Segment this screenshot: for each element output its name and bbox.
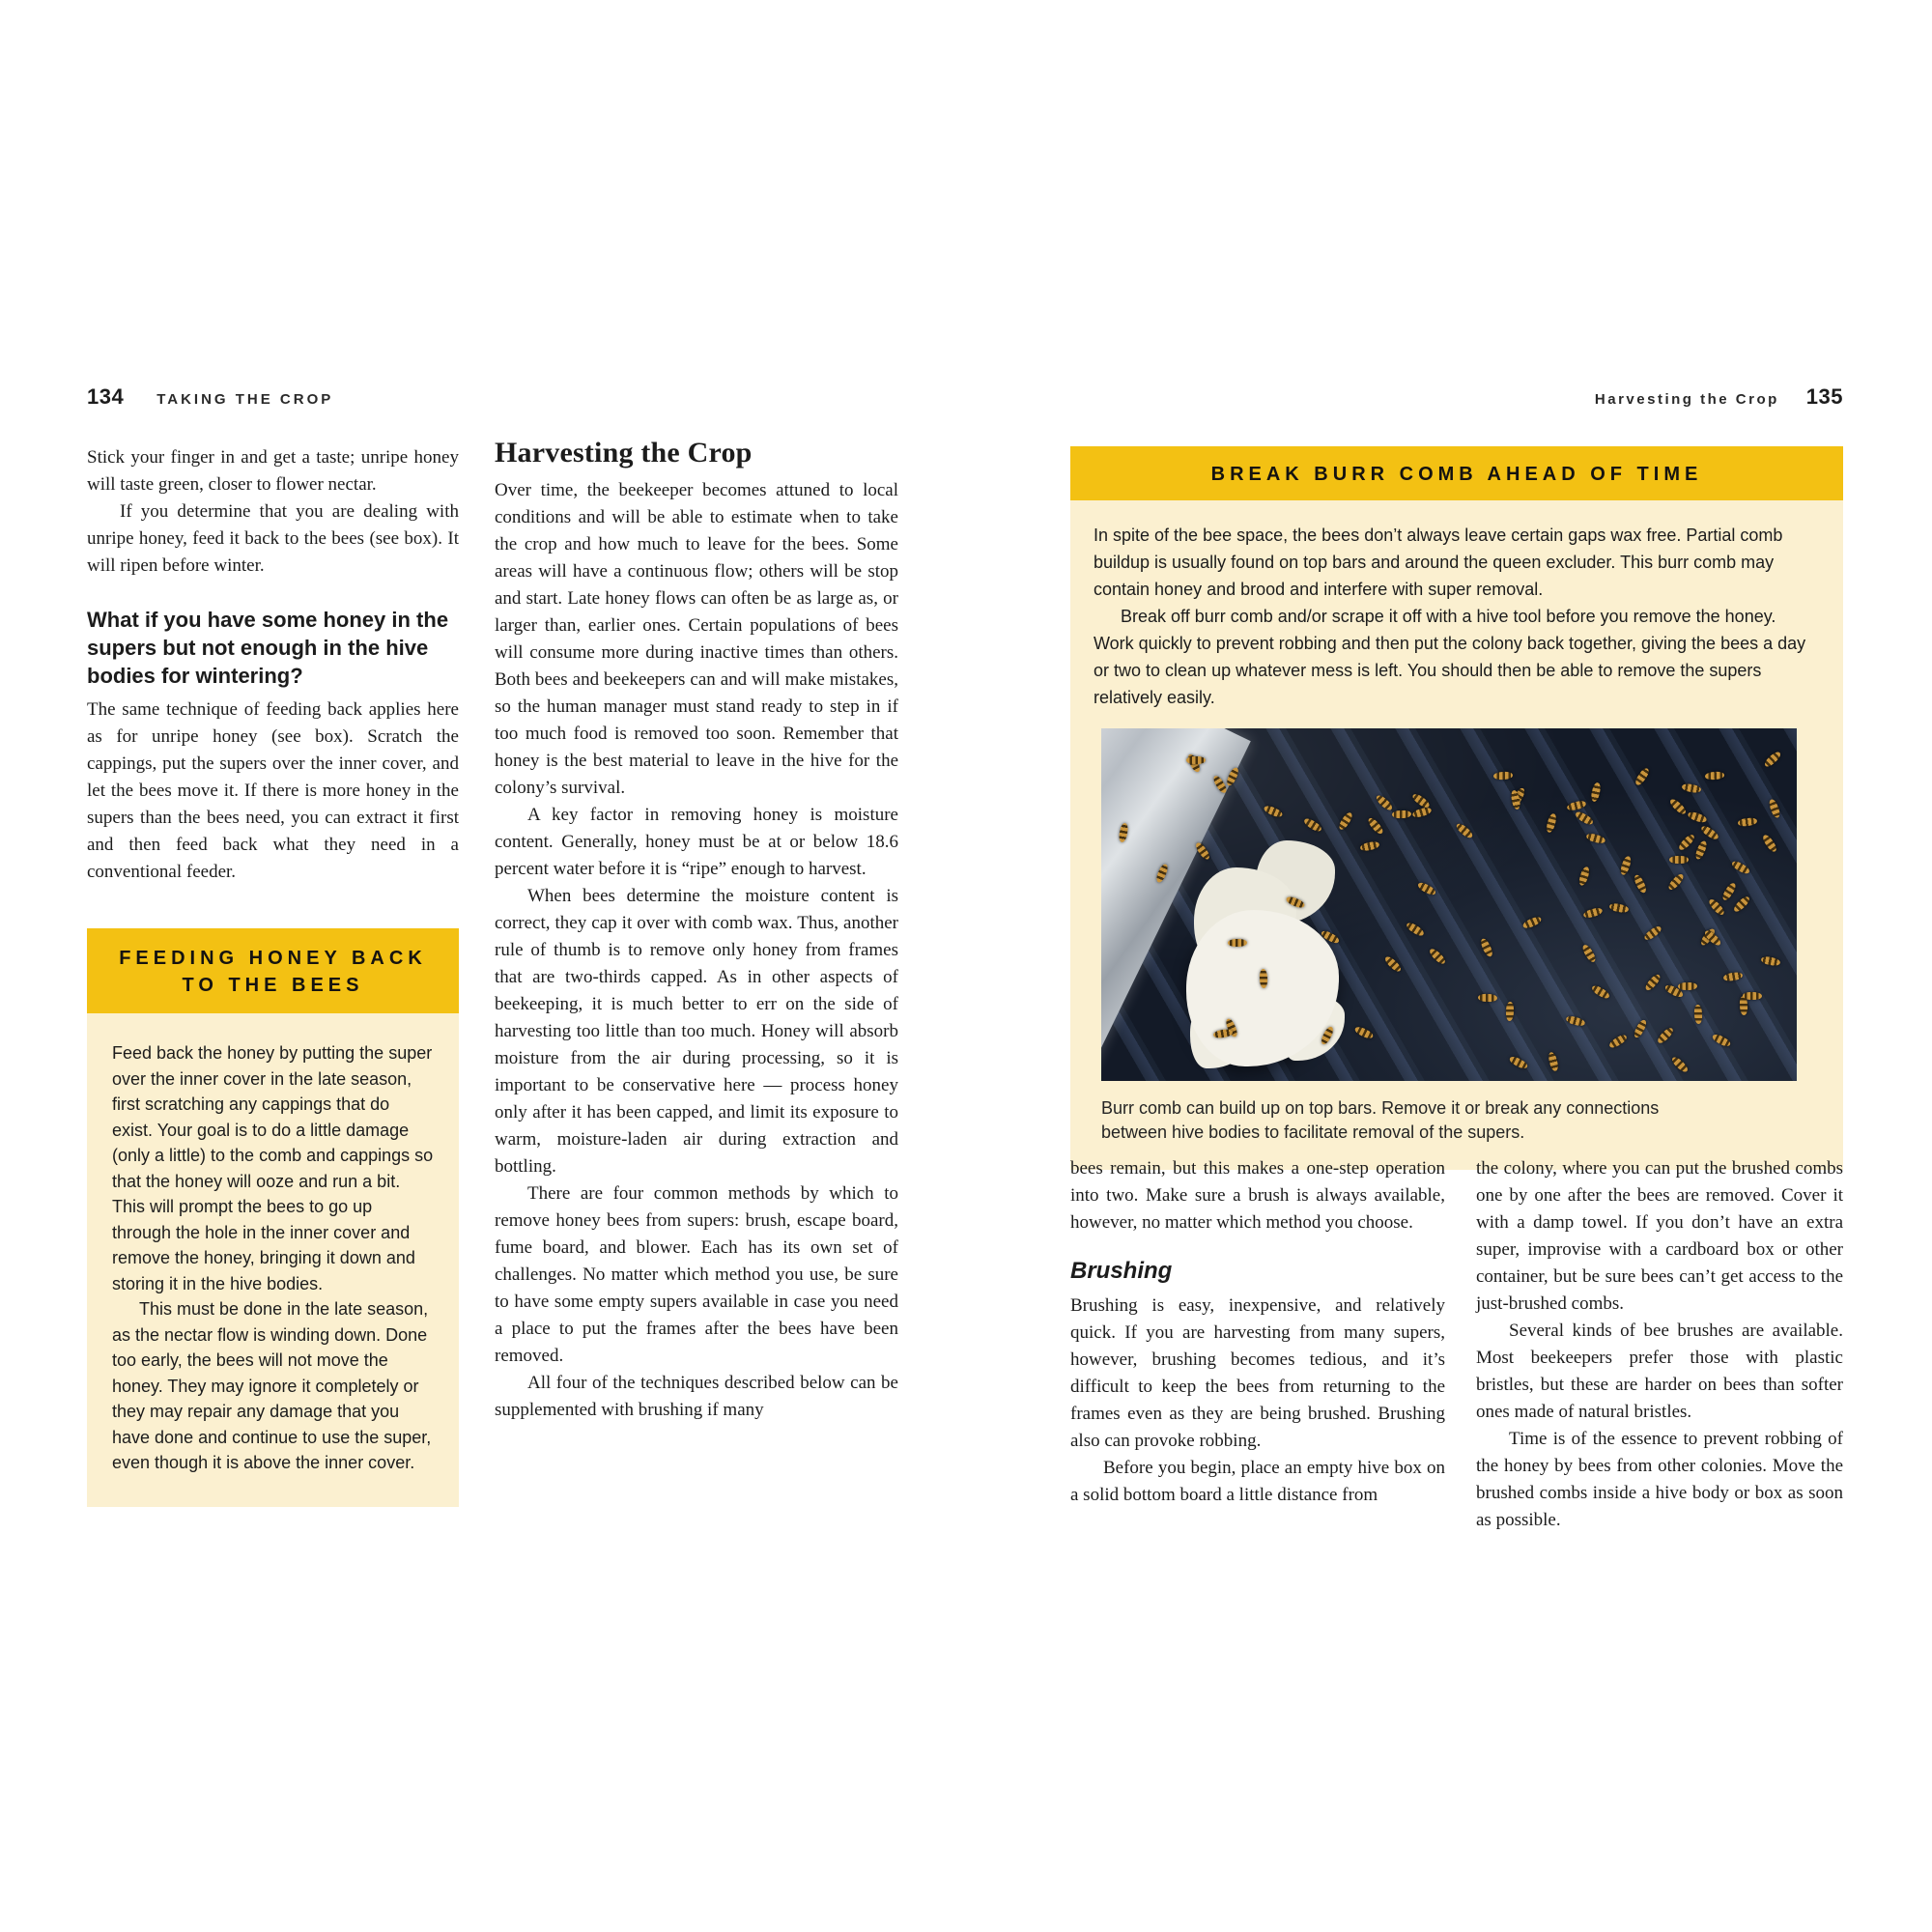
body-paragraph: Time is of the essence to prevent robbing of the honey by bees from other colonies. Move the brushed combs inside a hive body or box as soon as possible.	[1476, 1429, 1843, 1530]
running-head-left-title: TAKING THE CROP	[156, 391, 334, 408]
right-page-column-2	[1476, 1155, 1843, 1534]
box-paragraph: Break off burr comb and/or scrape it off with a hive tool before you remove the honey. Work quickly to prevent robbing and then put the colony back together, giving the bees a day or two to clean up whatever mess is left. You should then be able to remove the supers relatively easily.	[1094, 607, 1806, 707]
break-burr-comb-box	[1070, 446, 1843, 1170]
burr-comb-photo	[1101, 728, 1797, 1081]
body-paragraph: Brushing is easy, inexpensive, and relatively quick. If you are harvesting from many supers, however, brushing becomes tedious, and it’s difficult to keep the bees from returning to the frames even as they are being brushed. Brushing also can provoke robbing.	[1070, 1295, 1445, 1451]
feeding-honey-box-body	[87, 1013, 459, 1507]
body-paragraph: If you determine that you are dealing with unripe honey, feed it back to the bees (see box). It will ripen before winter.	[87, 501, 459, 576]
body-paragraph: Before you begin, place an empty hive box on a solid bottom board a little distance from	[1070, 1458, 1445, 1505]
left-page-column-2	[495, 437, 898, 1424]
body-paragraph: bees remain, but this makes a one-step operation into two. Make sure a brush is always available, however, no matter which method you choose.	[1070, 1158, 1445, 1233]
running-head-left	[87, 384, 333, 410]
body-paragraph: All four of the techniques described below can be supplemented with brushing if many	[495, 1373, 898, 1420]
box-paragraph: Feed back the honey by putting the super over the inner cover in the late season, first scratching any cappings that do exist. Your goal is to do a little damage (only a little) to the comb and cappings so that the honey will ooze and run a bit. This will prompt the bees to go up through the hole in the inner cover and remove the honey, bringing it down and storing it in the hive bodies.	[112, 1043, 434, 1293]
body-paragraph: Over time, the beekeeper becomes attuned to local conditions and will be able to estimate when to take the crop and how much to leave for the bees. Some areas will have a continuous flow; others will be stop and start. Late honey flows can often be as large as, or larger than, earlier ones. Certain populations of bees will consume more during inactive times than others. Both bees and beekeepers can and will make mistakes, so the human manager must stand ready to step in if too much food is removed too soon. Remember that honey is the best material to leave in the hive for the colony’s survival.	[495, 480, 898, 798]
left-page-column-1	[87, 444, 459, 1507]
body-paragraph: A key factor in removing honey is moisture content. Generally, honey must be at or below 18.6 percent water before it is “ripe” enough to harvest.	[495, 805, 898, 879]
page-number-right: 135	[1805, 384, 1843, 409]
page-number-left: 134	[87, 384, 125, 409]
box-paragraph: This must be done in the late season, as the nectar flow is winding down. Done too early, the bees will not move the honey. They may ignore it completely or they may repair any damage that you have done and continue to use the super, even though it is above the inner cover.	[112, 1299, 432, 1472]
body-paragraph: There are four common methods by which to remove honey bees from supers: brush, escape board, fume board, and blower. Each has its own set of challenges. No matter which method you use, be sure to have some empty supers available in case you need a place to put the frames after the bees have been removed.	[495, 1183, 898, 1366]
body-paragraph: the colony, where you can put the brushed combs one by one after the bees are removed. Cover it with a damp towel. If you don’t have an extra super, improvise with a cardboard box or other container, but be sure bees can’t get access to the just-brushed combs.	[1476, 1158, 1843, 1314]
section-heading: Harvesting the Crop	[495, 437, 753, 469]
feeding-honey-box-title	[87, 928, 459, 1013]
box-paragraph: In spite of the bee space, the bees don’t always leave certain gaps wax free. Partial comb buildup is usually found on top bars and around the queen excluder. This burr comb may contain honey and brood and interfere with super removal.	[1094, 526, 1783, 599]
body-paragraph: When bees determine the moisture content is correct, they cap it over with comb wax. Thus, another rule of thumb is to remove only honey from frames that are two-thirds capped. As in other aspects of beekeeping, it is much better to err on the side of harvesting too little than too much. Honey will absorb moisture from the air during processing, so it is important to be conservative here — process honey only after it has been capped, and limit its exposure to warm, moisture-laden air during extraction and bottling.	[495, 886, 898, 1177]
box-title-line: TO THE BEES	[182, 975, 364, 996]
question-heading: What if you have some honey in the supers but not enough in the hive bodies for wintering?	[87, 608, 449, 688]
break-burr-comb-box-title: BREAK BURR COMB AHEAD OF TIME	[1070, 446, 1843, 500]
right-page-column-1	[1070, 1155, 1445, 1509]
running-head-right-title: Harvesting the Crop	[1594, 391, 1779, 408]
brushing-subheading: Brushing	[1070, 1258, 1173, 1284]
feeding-honey-box	[87, 928, 459, 1507]
break-burr-comb-box-body	[1070, 500, 1843, 1170]
photo-caption: Burr comb can build up on top bars. Remove it or break any connections between hive bodies to facilitate removal of the supers.	[1101, 1098, 1660, 1142]
body-paragraph: Several kinds of bee brushes are available. Most beekeepers prefer those with plastic bristles, but these are harder on bees than softer ones made of natural bristles.	[1476, 1321, 1843, 1422]
body-paragraph: Stick your finger in and get a taste; unripe honey will taste green, closer to flower nectar.	[87, 447, 459, 495]
body-paragraph: The same technique of feeding back applies here as for unripe honey (see box). Scratch the cappings, put the supers over the inner cover, and let the bees move it. If there is more honey in the supers than the bees need, you can extract it first and then feed back what they need in a conventional feeder.	[87, 699, 459, 882]
running-head-right	[1595, 384, 1843, 410]
box-title-line: FEEDING HONEY BACK	[119, 948, 427, 969]
